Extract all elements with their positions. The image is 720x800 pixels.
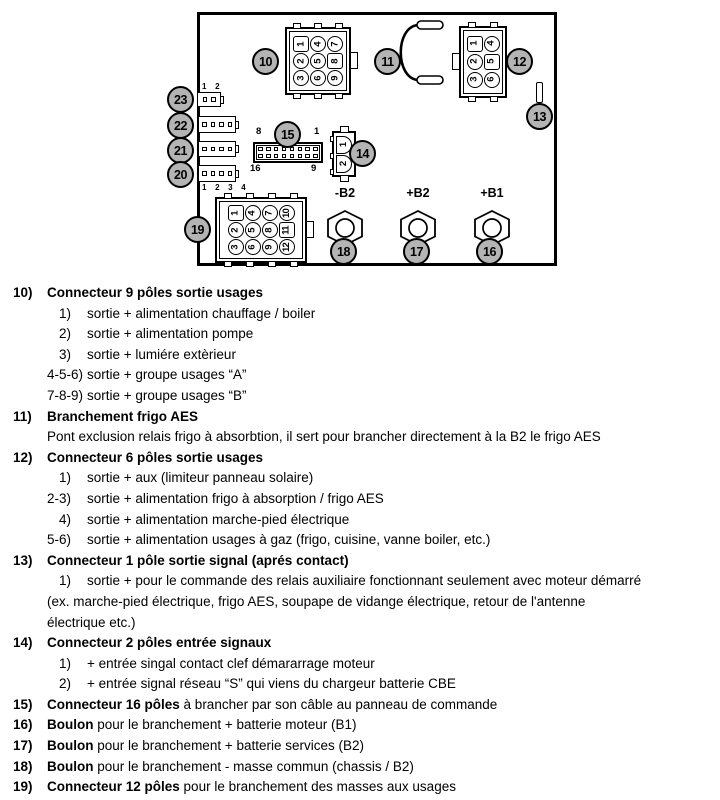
pin-number: 9 [329, 75, 341, 81]
callout-15: 15 [274, 121, 301, 148]
mount-tab [468, 22, 476, 28]
legend-subitem-number: 3) [59, 346, 72, 362]
notch [235, 145, 239, 153]
legend-item-10 [13, 283, 713, 304]
pin-dot [290, 154, 295, 159]
notch [220, 96, 224, 104]
legend-item-number: 19) [13, 779, 33, 795]
pin-dot [202, 122, 207, 127]
pin-1 [467, 36, 483, 52]
notch [330, 136, 334, 142]
pin-4 [310, 36, 326, 52]
pin-dot [211, 122, 216, 127]
callout-16: 16 [476, 238, 503, 265]
pin-5 [245, 222, 261, 238]
pin-5 [484, 54, 500, 70]
legend-subitem-text: sortie + alimentation marche-pied électrique [87, 511, 350, 527]
connector-4-pin [198, 165, 236, 182]
legend-item-number: 15) [13, 696, 33, 712]
pin-number: 9 [263, 244, 275, 250]
pin-number: 2 [468, 59, 480, 64]
pin-number: 1 [338, 141, 350, 148]
side-tab [306, 221, 314, 238]
legend-subitem-text: sortie + groupe usages “B” [87, 387, 247, 403]
pin-label-1: 1 [314, 126, 320, 137]
callout-19: 19 [184, 216, 211, 243]
pin-number: 7 [329, 41, 341, 47]
pin-dot [202, 171, 207, 176]
pin-6 [245, 239, 261, 255]
pin-dot [305, 147, 310, 152]
legend-item-14 [13, 633, 713, 654]
pin-dot [228, 122, 233, 127]
legend-item-number: 16) [13, 717, 33, 733]
pin-10 [279, 205, 295, 221]
legend-item-13 [13, 551, 713, 572]
mount-tab [490, 22, 498, 28]
legend-item-12 [13, 448, 713, 469]
legend-item-text: Connecteur 12 pôles pour le branchement des masses aux usages [47, 779, 456, 795]
legend-subitem [47, 468, 713, 489]
legend-item-text: Boulon pour le branchement - masse commun (chassis / B2) [47, 758, 414, 774]
pin-dot [203, 97, 208, 102]
pin-dot [258, 147, 263, 152]
mount-tab [293, 23, 301, 29]
legend [13, 283, 713, 798]
pin-dot [228, 171, 233, 176]
legend-subitem-text: sortie + alimentation chauffage / boiler [87, 305, 316, 321]
legend-subitem-number: 2-3) [47, 490, 72, 506]
legend-subitem-text: + entrée signal réseau “S” qui viens du chargeur batterie CBE [87, 676, 456, 692]
pin-numbers-label: 1 2 3 4 [202, 183, 249, 192]
legend-item-number: 10) [13, 285, 33, 300]
side-tab [452, 53, 460, 70]
legend-item-17 [13, 736, 713, 757]
legend-subitem-number: 2) [59, 676, 72, 692]
pin-number: 6 [246, 244, 258, 250]
mount-tab [468, 96, 476, 102]
legend-subitem [47, 345, 713, 366]
pin-12 [279, 239, 295, 255]
pin-1 [293, 36, 309, 52]
pin-dot [219, 171, 224, 176]
pin-3 [228, 239, 244, 255]
pin-label-9: 9 [311, 163, 317, 174]
legend-subitem [47, 489, 713, 510]
mount-tab [335, 23, 343, 29]
pin-number: 7 [263, 210, 275, 216]
pin-7 [262, 205, 278, 221]
pin-dot [211, 171, 216, 176]
legend-subitem-number: 1) [59, 305, 72, 321]
notch [235, 121, 239, 129]
callout-10: 10 [252, 48, 279, 75]
pin-dot [266, 154, 271, 159]
mount-tab [490, 96, 498, 102]
callout-20: 20 [167, 161, 194, 188]
callout-23: 23 [167, 86, 194, 113]
pin-dot [274, 154, 279, 159]
notch [330, 169, 334, 175]
pin-dot [298, 147, 303, 152]
connector-2-pin [197, 92, 221, 107]
legend-item-16 [13, 715, 713, 736]
pin-dot [282, 154, 287, 159]
legend-subitem-text: sortie + alimentation pompe [87, 326, 254, 342]
side-tab [350, 52, 358, 69]
legend-subitem [47, 324, 713, 345]
callout-11: 11 [374, 48, 401, 75]
legend-subitem-text: sortie + alimentation usages à gaz (frigo, cuisine, vanne boiler, etc.) [87, 532, 491, 548]
legend-subitem-number: 1) [59, 470, 72, 486]
pin-dot [258, 154, 263, 159]
mount-tab [268, 193, 276, 199]
mount-tab [268, 261, 276, 267]
pin-number: 6 [312, 75, 324, 81]
pin-number: 2 [229, 227, 241, 233]
legend-subitem-text: sortie + alimentation frigo à absorption / frigo AES [87, 490, 384, 506]
pin-number: 3 [229, 244, 241, 250]
pin-number: 4 [246, 210, 258, 216]
pin-6 [484, 72, 500, 88]
pin-dot [305, 154, 310, 159]
legend-item-number: 11) [13, 408, 32, 424]
pin-number: 4 [312, 41, 324, 47]
pin-dot [274, 147, 279, 152]
pin-dot [219, 122, 224, 127]
pin-2 [228, 222, 244, 238]
connector-6-pole-pins [463, 30, 503, 94]
legend-subitem [47, 674, 713, 695]
legend-item-18 [13, 757, 713, 778]
legend-subitem [47, 386, 713, 407]
mount-tab [224, 193, 232, 199]
legend-item-text: Connecteur 6 pôles sortie usages [47, 449, 264, 465]
connector-1-pole-blade [536, 82, 543, 103]
pin-dot [211, 97, 216, 102]
pin-6 [310, 70, 326, 86]
pin-3 [467, 72, 483, 88]
mount-tab [335, 93, 343, 99]
legend-subitem-number: 1) [59, 655, 72, 671]
mount-tab [290, 261, 298, 267]
legend-item-19 [13, 777, 713, 798]
bolt-label-minus-b2: -B2 [334, 186, 356, 200]
pin-number: 1 [295, 41, 307, 47]
legend-item-text: Connecteur 1 pôle sortie signal (aprés contact) [47, 552, 349, 568]
legend-subitem [47, 365, 713, 386]
callout-17: 17 [403, 238, 430, 265]
bolt-label-plus-b1: +B1 [480, 186, 504, 200]
connector-4-pin [198, 116, 236, 133]
legend-subitem [47, 571, 713, 592]
pin-8 [327, 53, 343, 69]
pin-11 [279, 222, 295, 238]
callout-14: 14 [349, 140, 376, 167]
legend-subitem-text: sortie + lumiére extèrieur [87, 346, 236, 362]
pin-2 [467, 54, 483, 70]
legend-subitem [47, 654, 713, 675]
legend-item-number: 17) [13, 738, 33, 754]
pin-dot [298, 154, 303, 159]
pin-5 [310, 53, 326, 69]
legend-subitem [47, 530, 713, 551]
legend-item-number: 14) [13, 635, 33, 651]
callout-18: 18 [330, 238, 357, 265]
legend-subitem [47, 304, 713, 325]
mount-tab [246, 193, 254, 199]
mount-tab [340, 126, 349, 133]
mount-tab [246, 261, 254, 267]
legend-subitem-number: 1) [59, 573, 72, 589]
pin-number: 2 [295, 58, 307, 64]
legend-item-text: Branchement frigo AES [47, 408, 199, 424]
mount-tab [224, 261, 232, 267]
legend-subitem-number: 4) [59, 511, 72, 527]
callout-13: 13 [526, 103, 553, 130]
mount-tab [293, 93, 301, 99]
pin-label-8: 8 [256, 126, 262, 137]
legend-item-11 [13, 407, 713, 428]
notch [330, 153, 334, 159]
legend-subitem-text: sortie + groupe usages “A” [87, 367, 247, 383]
pin-dot [313, 154, 318, 159]
legend-item-15 [13, 695, 713, 716]
pin-2 [293, 53, 309, 69]
legend-item-text: Connecteur 2 pôles entrée signaux [47, 635, 272, 651]
pin-number: 5 [485, 59, 497, 64]
callout-12: 12 [506, 48, 533, 75]
pin-number: 4 [485, 41, 497, 46]
pin-number: 2 [338, 160, 350, 167]
pin-4 [484, 36, 500, 52]
legend-subitem-number: 7-8-9) [47, 387, 84, 403]
legend-item-number: 18) [13, 758, 33, 774]
legend-continuation: Pont exclusion relais frigo à absorbtion, il sert pour brancher directement à la B2 le frigo AES [47, 429, 601, 445]
pin-dot [228, 147, 233, 152]
pin-numbers-label: 1 2 [202, 82, 223, 91]
connector-6-pole [459, 26, 507, 98]
pin-dot [202, 147, 207, 152]
legend-continuation: (ex. marche-pied électrique, frigo AES, soupape de vidange électrique, retour de l'antenne [47, 593, 586, 609]
pin-9 [262, 239, 278, 255]
connector-9-pole [285, 27, 351, 95]
legend-item-number: 13) [13, 552, 33, 568]
connector-12-pole-pins [219, 201, 303, 259]
pin-label-16: 16 [250, 163, 261, 174]
pin-4 [245, 205, 261, 221]
pin-number: 1 [468, 41, 480, 46]
mount-tab [340, 175, 349, 182]
callout-22: 22 [167, 112, 194, 139]
legend-subitem-text: sortie + pour le commande des relais auxiliaire fonctionnant seulement avec moteur démarré [87, 573, 642, 589]
pin-number: 1 [229, 210, 241, 216]
pin-7 [327, 36, 343, 52]
pin-dot [313, 147, 318, 152]
legend-item-number: 12) [13, 449, 33, 465]
pin-dot [211, 147, 216, 152]
legend-subitem-text: sortie + aux (limiteur panneau solaire) [87, 470, 314, 486]
pin-number: 5 [246, 227, 258, 233]
pin-8 [262, 222, 278, 238]
pin-number: 8 [329, 58, 341, 64]
pin-number: 11 [280, 225, 292, 235]
connector-4-pin [198, 141, 236, 157]
pin-3 [293, 70, 309, 86]
pin-number: 10 [281, 208, 292, 218]
legend-subitem-number: 4-5-6) [47, 367, 84, 383]
legend-subitem-number: 2) [59, 326, 72, 342]
bolt-label-plus-b2: +B2 [406, 186, 430, 200]
mount-tab [314, 93, 322, 99]
pin-dot [266, 147, 271, 152]
legend-item-text: Connecteur 9 pôles sortie usages [47, 285, 264, 300]
mount-tab [314, 23, 322, 29]
legend-subitem-text: + entrée singal contact clef démararrage moteur [87, 655, 375, 671]
pin-number: 3 [468, 77, 480, 82]
legend-item-text: Boulon pour le branchement + batterie services (B2) [47, 738, 365, 754]
pin-number: 6 [485, 77, 497, 82]
callout-21: 21 [167, 137, 194, 164]
legend-continuation: électrique etc.) [47, 614, 136, 630]
mount-tab [290, 193, 298, 199]
legend-item-text: Connecteur 16 pôles à brancher par son câble au panneau de commande [47, 696, 498, 712]
legend-subitem-number: 5-6) [47, 532, 72, 548]
notch [235, 170, 239, 178]
pin-9 [327, 70, 343, 86]
pin-dot [219, 147, 224, 152]
connector-diagram [0, 0, 720, 280]
pin-number: 3 [295, 75, 307, 81]
legend-item-text: Boulon pour le branchement + batterie moteur (B1) [47, 717, 357, 733]
connector-9-pole-pins [289, 31, 347, 91]
legend-subitem [47, 510, 713, 531]
connector-12-pole [215, 197, 307, 263]
pin-number: 12 [281, 242, 292, 252]
pin-1 [228, 205, 244, 221]
pin-number: 8 [263, 227, 275, 233]
pin-number: 5 [312, 58, 324, 64]
